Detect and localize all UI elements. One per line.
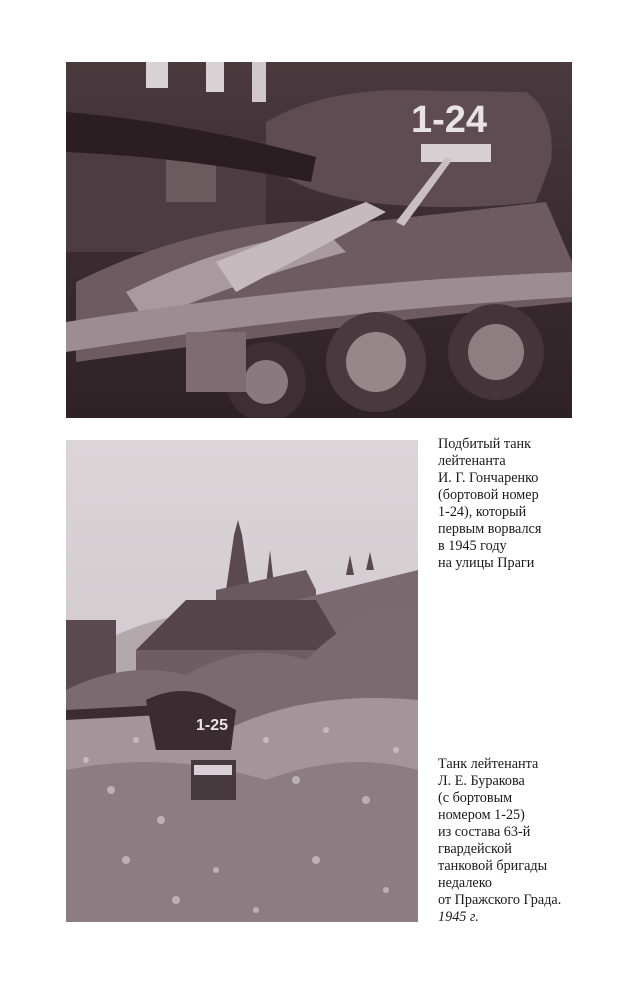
caption-tank-prague-castle xyxy=(438,756,628,926)
tank-photo-image xyxy=(66,62,572,418)
caption-line: на улицы Праги xyxy=(438,555,535,571)
caption-year: 1945 г. xyxy=(438,909,479,925)
svg-text:1-24: 1-24 xyxy=(411,99,488,141)
caption-line: лейтенанта xyxy=(438,453,506,469)
caption-line: (бортовой номер xyxy=(438,487,539,503)
caption-line: из состава 63-й xyxy=(438,824,531,840)
caption-line: танковой бригады xyxy=(438,858,548,874)
caption-damaged-tank xyxy=(438,436,628,572)
caption-line: от Пражского Града. xyxy=(438,892,562,908)
castle-photo-image xyxy=(66,440,418,922)
svg-text:1-25: 1-25 xyxy=(196,717,229,734)
photo-damaged-tank-1-24 xyxy=(66,62,572,418)
photo-tank-1-25-prague-castle xyxy=(66,440,418,922)
caption-line: первым ворвался xyxy=(438,521,542,537)
caption-line: номером 1-25) xyxy=(438,807,525,823)
caption-line: недалеко xyxy=(438,875,492,891)
caption-line: в 1945 году xyxy=(438,538,507,554)
caption-line: Танк лейтенанта xyxy=(438,756,539,772)
caption-line: 1-24), который xyxy=(438,504,527,520)
caption-line: И. Г. Гончаренко xyxy=(438,470,539,486)
caption-line: Л. Е. Буракова xyxy=(438,773,525,789)
caption-line: Подбитый танк xyxy=(438,436,531,452)
caption-line: (с бортовым xyxy=(438,790,513,806)
caption-line: гвардейской xyxy=(438,841,512,857)
